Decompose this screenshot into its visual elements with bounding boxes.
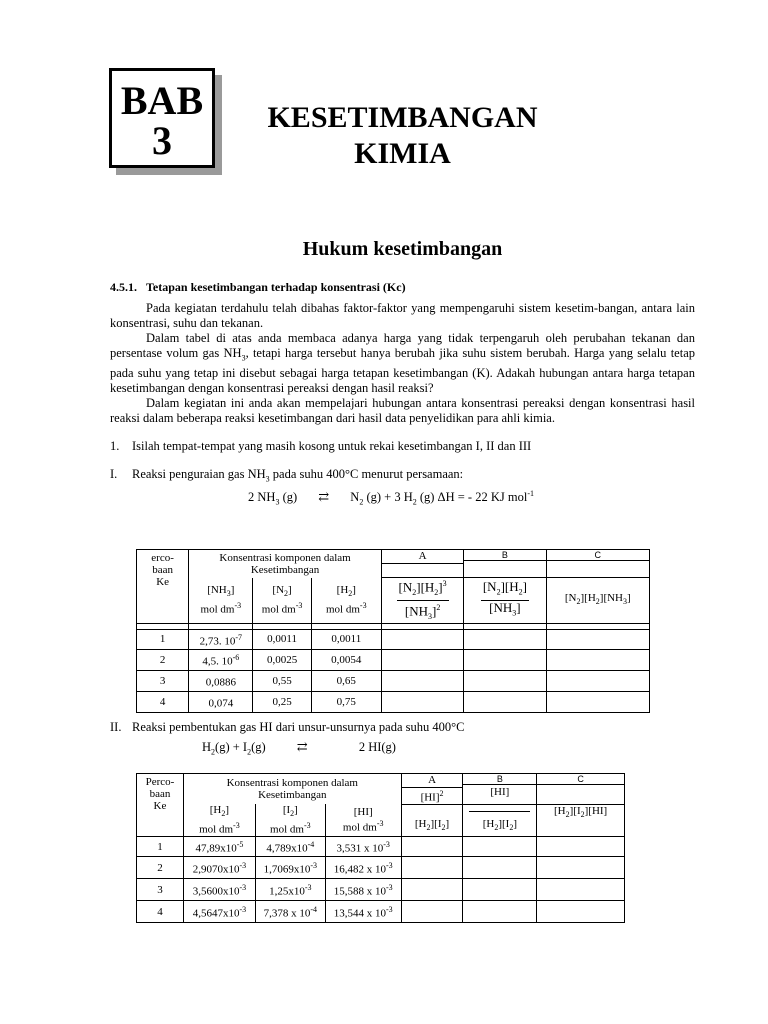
table-row: [137, 857, 625, 879]
reaction-1-text-a: Reaksi penguraian gas NH: [132, 466, 266, 481]
table-header-a: A [HI]$^2$: [401, 774, 463, 805]
cell-n2: 0,25: [253, 691, 311, 712]
cell-a-input[interactable]: [381, 691, 463, 712]
table-header-ke: [137, 774, 184, 837]
cell-nh3: 2,73. $10^{-7}$: [189, 629, 253, 649]
table-header-hi: [HI] mol $dm^{-3}$: [325, 804, 401, 836]
cell-ke: 1: [137, 629, 189, 649]
cell-a-input[interactable]: [381, 649, 463, 670]
cell-h2: 0,0011: [311, 629, 381, 649]
table-header-i2: $[I_2]$ mol $dm^{-3}$: [255, 804, 325, 836]
reaction-2-text: Reaksi pembentukan gas HI dari unsur-unsurnya pada suhu 400°C: [132, 720, 465, 734]
instruction-item: [110, 439, 695, 454]
cell-b-input[interactable]: [464, 629, 546, 649]
cell-n2: 0,55: [253, 670, 311, 691]
table-header-h2: $[H_2]$ mol $dm^{-3}$: [311, 578, 381, 624]
equation-reactant: 2 NH: [248, 490, 276, 505]
table-header-h2: $[H_2]$ mol $dm^{-3}$: [183, 804, 255, 836]
formula-b-denominator: $[H_2][I_2]$: [463, 804, 537, 836]
cell-nh3: 0,074: [189, 691, 253, 712]
table-row: [137, 837, 625, 857]
cell-h2: $4,5647x10^{-3}$: [183, 901, 255, 923]
cell-b-input[interactable]: [464, 649, 546, 670]
cell-nh3: 4,5. $10^{-6}$: [189, 649, 253, 670]
header-text: Kesetimbangan: [258, 789, 327, 802]
table-row: [137, 649, 650, 670]
unit-text: mol dm: [342, 821, 377, 834]
cell-h2: $3,5600x10^{-3}$: [183, 879, 255, 901]
header-text: C: [547, 550, 649, 561]
equation-enthalpy: (g) ΔH = - 22 KJ mol: [416, 490, 528, 505]
paragraph-2: [110, 331, 695, 396]
table-header-c: [537, 774, 625, 805]
reaction-1-text-b: pada suhu 400°C menurut persamaan:: [269, 466, 464, 481]
cell-i2: $1,7069x10^{-3}$: [255, 857, 325, 879]
equation-reactants: (g) + I: [215, 740, 248, 754]
chapter-label: BAB: [120, 78, 204, 123]
cell-a-input[interactable]: [381, 670, 463, 691]
page-title-line2: KIMIA: [354, 137, 451, 170]
cell-b-input[interactable]: [464, 670, 546, 691]
table-row: [137, 901, 625, 923]
cell-ke: 3: [137, 670, 189, 691]
cell-c-input[interactable]: [537, 901, 625, 923]
reaction-1-equation: [110, 486, 695, 510]
subsection-number: 4.5.1.: [110, 280, 137, 294]
table-header-nh3: $[NH_3]$ mol $dm^{-3}$: [189, 578, 253, 624]
header-text: A: [382, 550, 463, 564]
cell-a-input[interactable]: [381, 629, 463, 649]
cell-b-input[interactable]: [463, 879, 537, 901]
subscript: 3: [275, 497, 280, 507]
cell-c-input[interactable]: [537, 879, 625, 901]
cell-i2: $1,25x10^{-3}$: [255, 879, 325, 901]
reaction-1-description: [110, 467, 695, 487]
subscript: 2: [412, 497, 417, 507]
table-header-group: [189, 550, 382, 578]
cell-h2: $47,89x10^{-5}$: [183, 837, 255, 857]
cell-h2: 0,0054: [311, 649, 381, 670]
subscript: 3: [265, 474, 270, 483]
header-text: Ke: [153, 800, 167, 812]
cell-hi: 15,588 x $10^{-3}$: [325, 879, 401, 901]
reaction-2-description: [110, 720, 695, 760]
document-body: [110, 280, 695, 510]
section-title: Hukum kesetimbangan: [302, 238, 503, 260]
formula-a-denominator: $[H_2][I_2]$: [401, 804, 463, 836]
cell-c-input[interactable]: [537, 837, 625, 857]
header-text: Kesetimbangan: [250, 563, 320, 576]
header-text: B: [464, 550, 545, 561]
table-header-a: [381, 550, 463, 578]
paragraph-3: Dalam kegiatan ini anda akan mempelajari hubungan antara konsentrasi pereaksi dengan konsentrasi hasil reaksi dalam beberapa reaksi kesetimbangan dari hasil data penyelidikan para ahli kimia.: [110, 395, 695, 425]
unit-text: mol dm: [261, 604, 296, 617]
superscript: -1: [527, 489, 534, 498]
header-text: A: [428, 774, 437, 786]
subscript: 2: [359, 497, 364, 507]
formula-b: $\frac{[N_2][H_2]}{[NH_3]}$: [464, 578, 546, 624]
page-title-line1: KESETIMBANGAN: [267, 101, 538, 134]
cell-ke: 2: [137, 649, 189, 670]
paragraph-2-part-a: Dalam tabel di atas anda membaca adanya harga yang tidak terpengaruh oleh perubahan tekanan dan persentase volum gas NH: [110, 331, 695, 360]
equation-product-h2: (g) + 3 H: [363, 490, 413, 505]
cell-h2: 0,65: [311, 670, 381, 691]
unit-text: mol dm: [200, 604, 235, 617]
equation-product-n2: N: [350, 490, 360, 505]
table-header-b: [464, 550, 546, 578]
cell-n2: 0,0011: [253, 629, 311, 649]
header-text: baan: [152, 564, 173, 576]
cell-n2: 0,0025: [253, 649, 311, 670]
formula-c: $[N_2][H_2][NH_3]$: [546, 578, 649, 624]
cell-i2: $4,789x10^{-4}$: [255, 837, 325, 857]
cell-h2: 0,75: [311, 691, 381, 712]
cell-nh3: 0,0886: [189, 670, 253, 691]
paragraph-1: Pada kegiatan terdahulu telah dibahas faktor-faktor yang mempengaruhi sistem kesetim-bangan, antara lain konsentrasi, suhu dan tekanan.: [110, 301, 695, 330]
header-text: erco-: [151, 552, 174, 564]
cell-ke: 1: [137, 837, 184, 857]
paragraph-2-part-b: , tetapi harga tersebut hanya berubah jika suhu sistem berubah. Harga yang selalu tetap pada suhu yang tetap ini disebut sebagai harga tetapan kesetimbangan (K). Adakah hubungan antara harga tetapan kesetimbangan dengan konsentrasi pereaksi dengan hasil reaksi?: [110, 346, 695, 395]
page-title: [240, 100, 565, 172]
header-text: B: [463, 774, 536, 785]
cell-b-input[interactable]: [464, 691, 546, 712]
cell-c-input[interactable]: [546, 691, 649, 712]
cell-a-input[interactable]: [401, 837, 463, 857]
table-header-n2: $[N_2]$ mol $dm^{-3}$: [253, 578, 311, 624]
cell-h2: $2,9070x10^{-3}$: [183, 857, 255, 879]
table-row: [137, 670, 650, 691]
cell-c-input[interactable]: [546, 670, 649, 691]
header-text: C: [537, 774, 624, 785]
subsection-heading: [110, 280, 695, 295]
cell-c-input[interactable]: [546, 649, 649, 670]
reaction-2-label: II.: [110, 720, 122, 734]
cell-c-input[interactable]: [546, 629, 649, 649]
reaction-2-equation: $H_2(g) + I_2(g)$ ⇄ 2 HI(g): [202, 739, 396, 757]
cell-i2: 7,378 x $10^{-4}$: [255, 901, 325, 923]
cell-hi: 13,544 x $10^{-3}$: [325, 901, 401, 923]
table-header-c: [546, 550, 649, 578]
header-text: Konsentrasi komponen dalam: [226, 777, 358, 790]
table-row: [137, 879, 625, 901]
chapter-badge-face: [109, 68, 215, 168]
cell-b-input[interactable]: [463, 857, 537, 879]
unit-text: mol dm: [326, 604, 360, 617]
cell-ke: 4: [137, 901, 184, 923]
chapter-number: 3: [152, 118, 172, 163]
unit-text: mol dm: [199, 824, 234, 836]
table-reaction-2: [136, 773, 625, 923]
cell-a-input[interactable]: [401, 879, 463, 901]
table-header-b: B [HI]: [463, 774, 537, 805]
equation-product: 2 HI(g): [358, 740, 396, 754]
equilibrium-arrow-icon: ⇄: [318, 489, 330, 505]
table-row: [137, 691, 650, 712]
cell-b-input[interactable]: [463, 837, 537, 857]
formula-c: $[H_2][I_2][HI]$: [537, 804, 625, 836]
reaction-1-label: I.: [110, 466, 118, 481]
header-text: Konsentrasi komponen dalam: [219, 551, 351, 564]
subscript: 3: [241, 353, 246, 363]
header-text: Perco-: [145, 776, 175, 788]
cell-hi: 16,482 x $10^{-3}$: [325, 857, 401, 879]
cell-ke: 4: [137, 691, 189, 712]
subsection-title: Tetapan kesetimbangan terhadap konsentrasi (Kc): [146, 280, 406, 294]
equation-reactant-state: (g): [279, 490, 298, 505]
instruction-label: 1.: [110, 438, 120, 453]
cell-b-input[interactable]: [463, 901, 537, 923]
formula-a: $\frac{[N_2][H_2]^3}{[NH_3]^2}$: [381, 578, 463, 624]
cell-ke: 3: [137, 879, 184, 901]
cell-a-input[interactable]: [401, 901, 463, 923]
header-text: Ke: [156, 576, 170, 588]
cell-c-input[interactable]: [537, 857, 625, 879]
table-header-ke: [137, 550, 189, 624]
table-header-group: [183, 774, 401, 805]
cell-hi: 3,531 x $10^{-3}$: [325, 837, 401, 857]
chapter-badge: [109, 68, 215, 168]
equilibrium-arrow-icon: ⇄: [296, 739, 308, 754]
table-row: [137, 629, 650, 649]
table-reaction-1: [136, 549, 650, 713]
unit-text: mol dm: [270, 824, 304, 836]
cell-ke: 2: [137, 857, 184, 879]
header-text: baan: [149, 788, 171, 800]
instruction-text: Isilah tempat-tempat yang masih kosong untuk rekai kesetimbangan I, II dan III: [132, 438, 532, 453]
cell-a-input[interactable]: [401, 857, 463, 879]
equation-reactant-state: (g): [251, 740, 266, 754]
